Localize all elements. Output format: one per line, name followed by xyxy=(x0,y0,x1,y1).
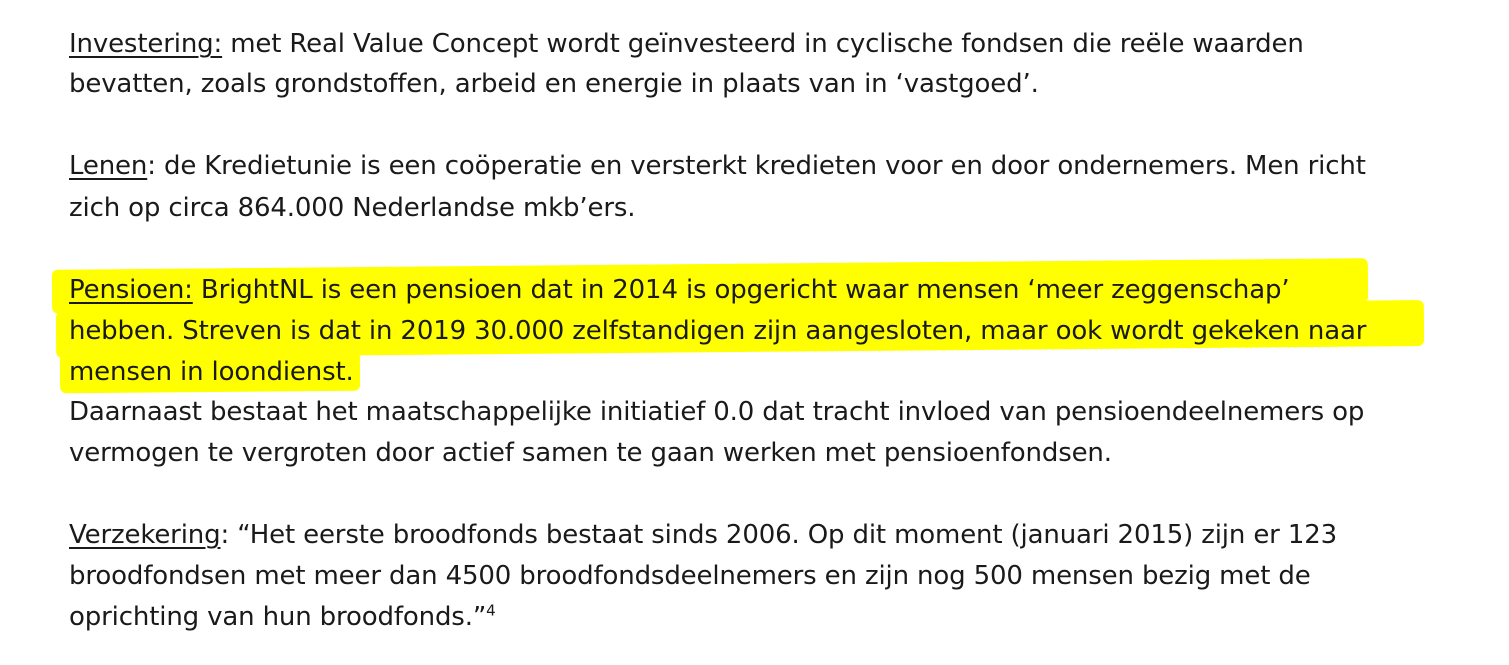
text-investering-1: met Real Value Concept wordt geïnvesteerd in cyclische fondsen die reële waarden xyxy=(222,29,1304,59)
paragraph-lenen-line-1 xyxy=(69,146,1366,186)
label-verzekering: Verzekering xyxy=(69,520,221,550)
paragraph-verzekering-line-1 xyxy=(69,515,1337,555)
paragraph-pensioen-line-5: vermogen te vergroten door actief samen te gaan werken met pensioenfondsen. xyxy=(69,438,1112,468)
text-verzekering-1: : “Het eerste broodfonds bestaat sinds 2006. Op dit moment (januari 2015) zijn er 123 xyxy=(220,520,1337,550)
paragraph-investering-line-1 xyxy=(69,24,1304,64)
label-investering: Investering: xyxy=(69,29,223,59)
paragraph-pensioen-line-4: Daarnaast bestaat het maatschappelijke initiatief 0.0 dat tracht invloed van pensioendeelnemers op xyxy=(69,397,1365,427)
paragraph-verzekering-line-3 xyxy=(69,597,496,637)
paragraph-pensioen-line-2: hebben. Streven is dat in 2019 30.000 zelfstandigen zijn aangesloten, maar ook wordt gekeken naar xyxy=(69,316,1367,346)
text-pensioen-1: BrightNL is een pensioen dat in 2014 is opgericht waar mensen ‘meer zeggenschap’ xyxy=(192,275,1290,305)
paragraph-pensioen-line-1 xyxy=(69,270,1289,310)
paragraph-lenen-line-2: zich op circa 864.000 Nederlandse mkb’ers. xyxy=(69,193,636,223)
label-pensioen: Pensioen: xyxy=(69,275,193,305)
paragraph-investering-line-2: bevatten, zoals grondstoffen, arbeid en energie in plaats van in ‘vastgoed’. xyxy=(69,69,1039,99)
text-lenen-1: : de Kredietunie is een coöperatie en versterkt kredieten voor en door ondernemers. Men richt xyxy=(147,151,1366,181)
paragraph-pensioen-line-3: mensen in loondienst. xyxy=(69,357,354,387)
paragraph-verzekering-line-2: broodfondsen met meer dan 4500 broodfondsdeelnemers en zijn nog 500 mensen bezig met de xyxy=(69,561,1311,591)
footnote-marker: 4 xyxy=(486,601,496,620)
text-verzekering-3: oprichting van hun broodfonds.” xyxy=(69,602,487,632)
label-lenen: Lenen xyxy=(69,151,148,181)
